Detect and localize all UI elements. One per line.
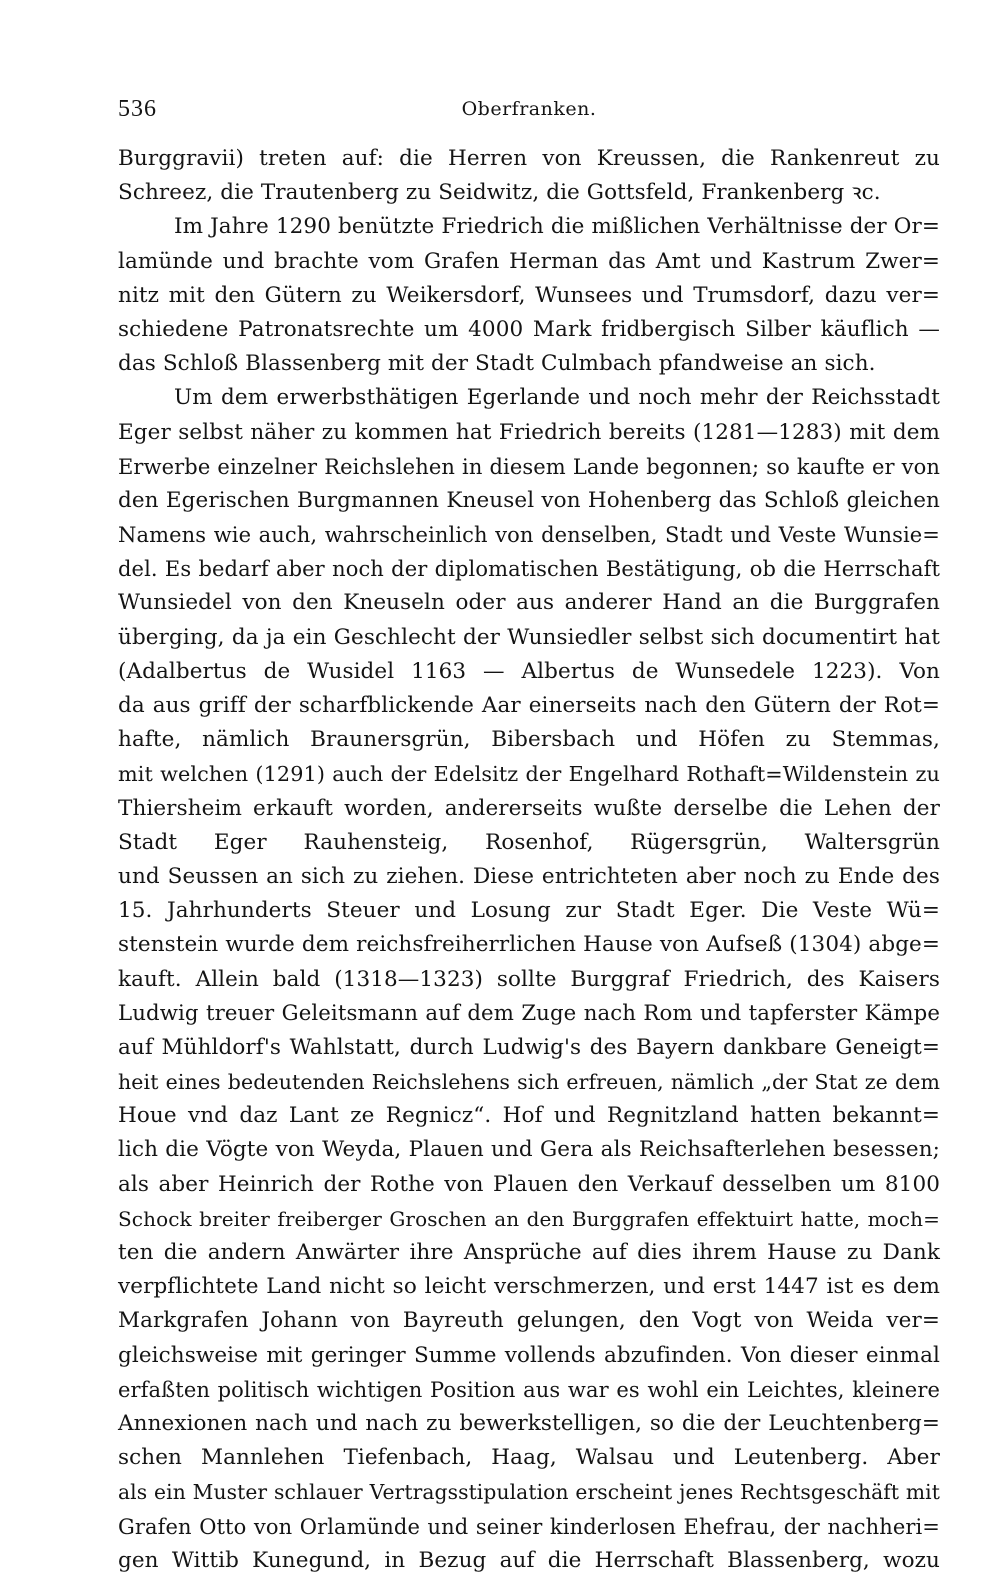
text-line: (Adalbertus de Wusidel 1163 — Albertus de Wunsedele 1223). Von [118,658,940,684]
text-line: mit welchen (1291) auch der Edelsitz der Engelhard Rothaft=Wildenstein zu [118,762,940,787]
text-line: Markgrafen Johann von Bayreuth gelungen, den Vogt von Weida ver= [118,1308,940,1334]
text-line: Eger selbst näher zu kommen hat Friedrich bereits (1281—1283) mit dem [118,419,940,445]
text-line: stenstein wurde dem reichsfreiherrlichen Hause von Aufseß (1304) abge= [118,932,940,958]
page-number: 536 [118,96,157,122]
text-line: das Schloß Blassenberg mit der Stadt Culmbach pfandweise an sich. [118,351,876,377]
text-line: da aus griff der scharfblickende Aar einerseits nach den Gütern der Rot= [118,693,940,718]
paragraph-start-line: Im Jahre 1290 benützte Friedrich die mißlichen Verhältnisse der Or= [174,214,940,240]
text-line: kauft. Allein bald (1318—1323) sollte Burggraf Friedrich, des Kaisers [118,966,940,992]
text-line: del. Es bedarf aber noch der diplomatischen Bestätigung, ob die Herrschaft [118,557,940,582]
text-line: hafte, nämlich Braunersgrün, Bibersbach und Höfen zu Stemmas, [118,727,940,753]
text-line: Schreez, die Trautenberg zu Seidwitz, die Gottsfeld, Frankenberg ꝛc. [118,180,881,206]
text-line: Erwerbe einzelner Reichslehen in diesem Lande begonnen; so kaufte er von [118,454,940,479]
text-line: Houe vnd daz Lant ze Regnicz“. Hof und Regnitzland hatten bekannt= [118,1103,940,1129]
paragraph-start-line: Um dem erwerbsthätigen Egerlande und noch mehr der Reichsstadt [174,385,940,411]
text-line: 15. Jahrhunderts Steuer und Losung zur Stadt Eger. Die Veste Wü= [118,898,940,924]
text-line: als aber Heinrich der Rothe von Plauen den Verkauf desselben um 8100 [118,1171,940,1197]
text-line: Namens wie auch, wahrscheinlich von denselben, Stadt und Veste Wunsie= [118,523,940,548]
text-line: als ein Muster schlauer Vertragsstipulation erscheint jenes Rechtsgeschäft mit [118,1480,940,1505]
text-line: erfaßten politisch wichtigen Position aus war es wohl ein Leichtes, kleinere [118,1377,940,1402]
book-page [118,92,940,1578]
text-line: überging, da ja ein Geschlecht der Wunsiedler selbst sich documentirt hat [118,624,940,650]
text-line: schen Mannlehen Tiefenbach, Haag, Walsau und Leutenberg. Aber [118,1445,940,1471]
running-head [118,92,940,132]
text-line: schiedene Patronatsrechte um 4000 Mark fridbergisch Silber käuflich — [118,316,940,342]
text-line: verpflichtete Land nicht so leicht verschmerzen, und erst 1447 ist es dem [118,1274,940,1300]
text-line: Grafen Otto von Orlamünde und seiner kinderlosen Ehefrau, der nachheri= [118,1514,940,1539]
text-line: Ludwig treuer Geleitsmann auf dem Zuge nach Rom und tapferster Kämpe [118,1000,940,1026]
text-line: heit eines bedeutenden Reichslehens sich erfreuen, nämlich „der Stat ze dem [118,1070,940,1095]
text-line: nitz mit den Gütern zu Weikersdorf, Wunsees und Trumsdorf, dazu ver= [118,282,940,308]
text-line: ten die andern Anwärter ihre Ansprüche auf dies ihrem Hause zu Dank [118,1240,940,1265]
text-line: Annexionen nach und nach zu bewerkstelligen, so die der Leuchtenberg= [118,1410,940,1436]
text-line: Wunsiedel von den Kneuseln oder aus anderer Hand an die Burggrafen [118,590,940,616]
text-line: Thiersheim erkauft worden, andererseits wußte derselbe die Lehen der [118,795,940,821]
text-line: auf Mühldorf's Wahlstatt, durch Ludwig's des Bayern dankbare Geneigt= [118,1034,940,1060]
section-title: Oberfranken. [461,98,597,120]
text-line: Burggravii) treten auf: die Herren von Kreussen, die Rankenreut zu [118,146,940,171]
text-line: lamünde und brachte vom Grafen Herman das Amt und Kastrum Zwer= [118,248,940,274]
text-line: gen Wittib Kunegund, in Bezug auf die Herrschaft Blassenberg, wozu [118,1547,940,1573]
text-line: und Seussen an sich zu ziehen. Diese entrichteten aber noch zu Ende des [118,863,940,889]
text-line: gleichsweise mit geringer Summe vollends abzufinden. Von dieser einmal [118,1342,940,1368]
text-line: Stadt Eger Rauhensteig, Rosenhof, Rügersgrün, Waltersgrün [118,829,940,855]
text-line: den Egerischen Burgmannen Kneusel von Hohenberg das Schloß gleichen [118,487,940,513]
text-line: lich die Vögte von Weyda, Plauen und Gera als Reichsafterlehen besessen; [118,1137,940,1163]
body-text [118,142,940,1578]
text-line: Schock breiter freiberger Groschen an den Burggrafen effektuirt hatte, moch= [118,1206,940,1231]
